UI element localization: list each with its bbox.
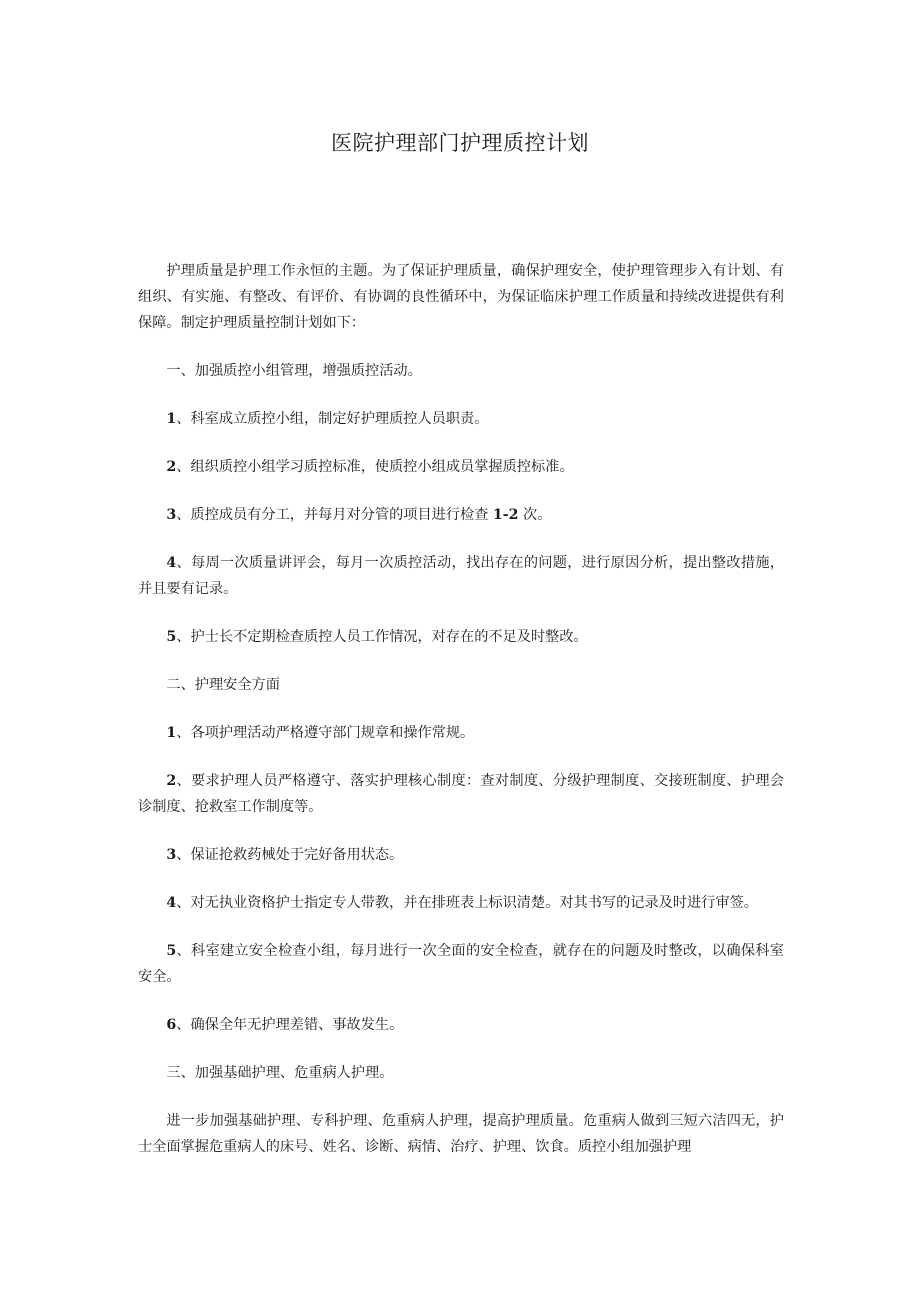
item-bold-value: 1-2	[492, 507, 519, 523]
item-text: 、组织质控小组学习质控标准，使质控小组成员掌握质控标准。	[176, 459, 574, 475]
section-3-body: 进一步加强基础护理、专科护理、危重病人护理，提高护理质量。危重病人做到三短六洁四无，护士全面掌握危重病人的床号、姓名、诊断、病情、治疗、护理、饮食。质控小组加强护理	[138, 1113, 784, 1155]
item-text: 、科室成立质控小组，制定好护理质控人员职责。	[176, 411, 489, 427]
item-text: 、保证抢救药械处于完好备用状态。	[176, 847, 404, 863]
item-number: 3	[166, 507, 177, 523]
section-2-item	[138, 890, 784, 916]
item-text: 、每周一次质量讲评会，每月一次质控活动，找出存在的问题，进行原因分析，提出整改措施，并且要有记录。	[138, 555, 784, 597]
item-number: 2	[166, 459, 177, 475]
item-text: 、科室建立安全检查小组，每月进行一次全面的安全检查，就存在的问题及时整改，以确保科室安全。	[138, 943, 784, 985]
section-2-item	[138, 842, 784, 868]
item-text: 、各项护理活动严格遵守部门规章和操作常规。	[176, 725, 475, 741]
section-2-item	[138, 768, 784, 820]
item-text: 、确保全年无护理差错、事故发生。	[176, 1017, 404, 1033]
intro-paragraph: 护理质量是护理工作永恒的主题。为了保证护理质量，确保护理安全，使护理管理步入有计划、有组织、有实施、有整改、有评价、有协调的良性循环中，为保证临床护理工作质量和持续改进提供有利保障。制定护理质量控制计划如下：	[138, 263, 784, 331]
document-title: 医院护理部门护理质控计划	[331, 131, 589, 155]
item-number: 4	[166, 895, 177, 911]
section-1-item	[138, 624, 784, 650]
section-2-heading: 二、护理安全方面	[166, 677, 280, 693]
section-1-heading: 一、加强质控小组管理，增强质控活动。	[166, 363, 422, 379]
section-2-item	[138, 720, 784, 746]
item-text: 、质控成员有分工，并每月对分管的项目进行检查	[176, 507, 493, 523]
section-1-item	[138, 502, 784, 528]
item-number: 2	[166, 773, 177, 789]
item-number: 1	[166, 411, 177, 427]
item-number: 4	[166, 555, 177, 571]
section-2-item	[138, 938, 784, 990]
item-number: 1	[166, 725, 177, 741]
item-number: 3	[166, 847, 177, 863]
item-text: 、要求护理人员严格遵守、落实护理核心制度：查对制度、分级护理制度、交接班制度、护理会诊制度、抢救室工作制度等。	[138, 773, 784, 815]
section-1-item	[138, 406, 784, 432]
item-number: 5	[166, 943, 177, 959]
item-suffix: 次。	[518, 507, 552, 523]
item-number: 6	[166, 1017, 177, 1033]
section-1-item	[138, 454, 784, 480]
item-text: 、对无执业资格护士指定专人带教，并在排班表上标识清楚。对其书写的记录及时进行审签。	[176, 895, 758, 911]
section-3-heading: 三、加强基础护理、危重病人护理。	[166, 1065, 394, 1081]
section-1-item	[138, 550, 784, 602]
document-body	[138, 258, 784, 1182]
item-number: 5	[166, 629, 177, 645]
item-text: 、护士长不定期检查质控人员工作情况，对存在的不足及时整改。	[176, 629, 588, 645]
section-2-item	[138, 1012, 784, 1038]
